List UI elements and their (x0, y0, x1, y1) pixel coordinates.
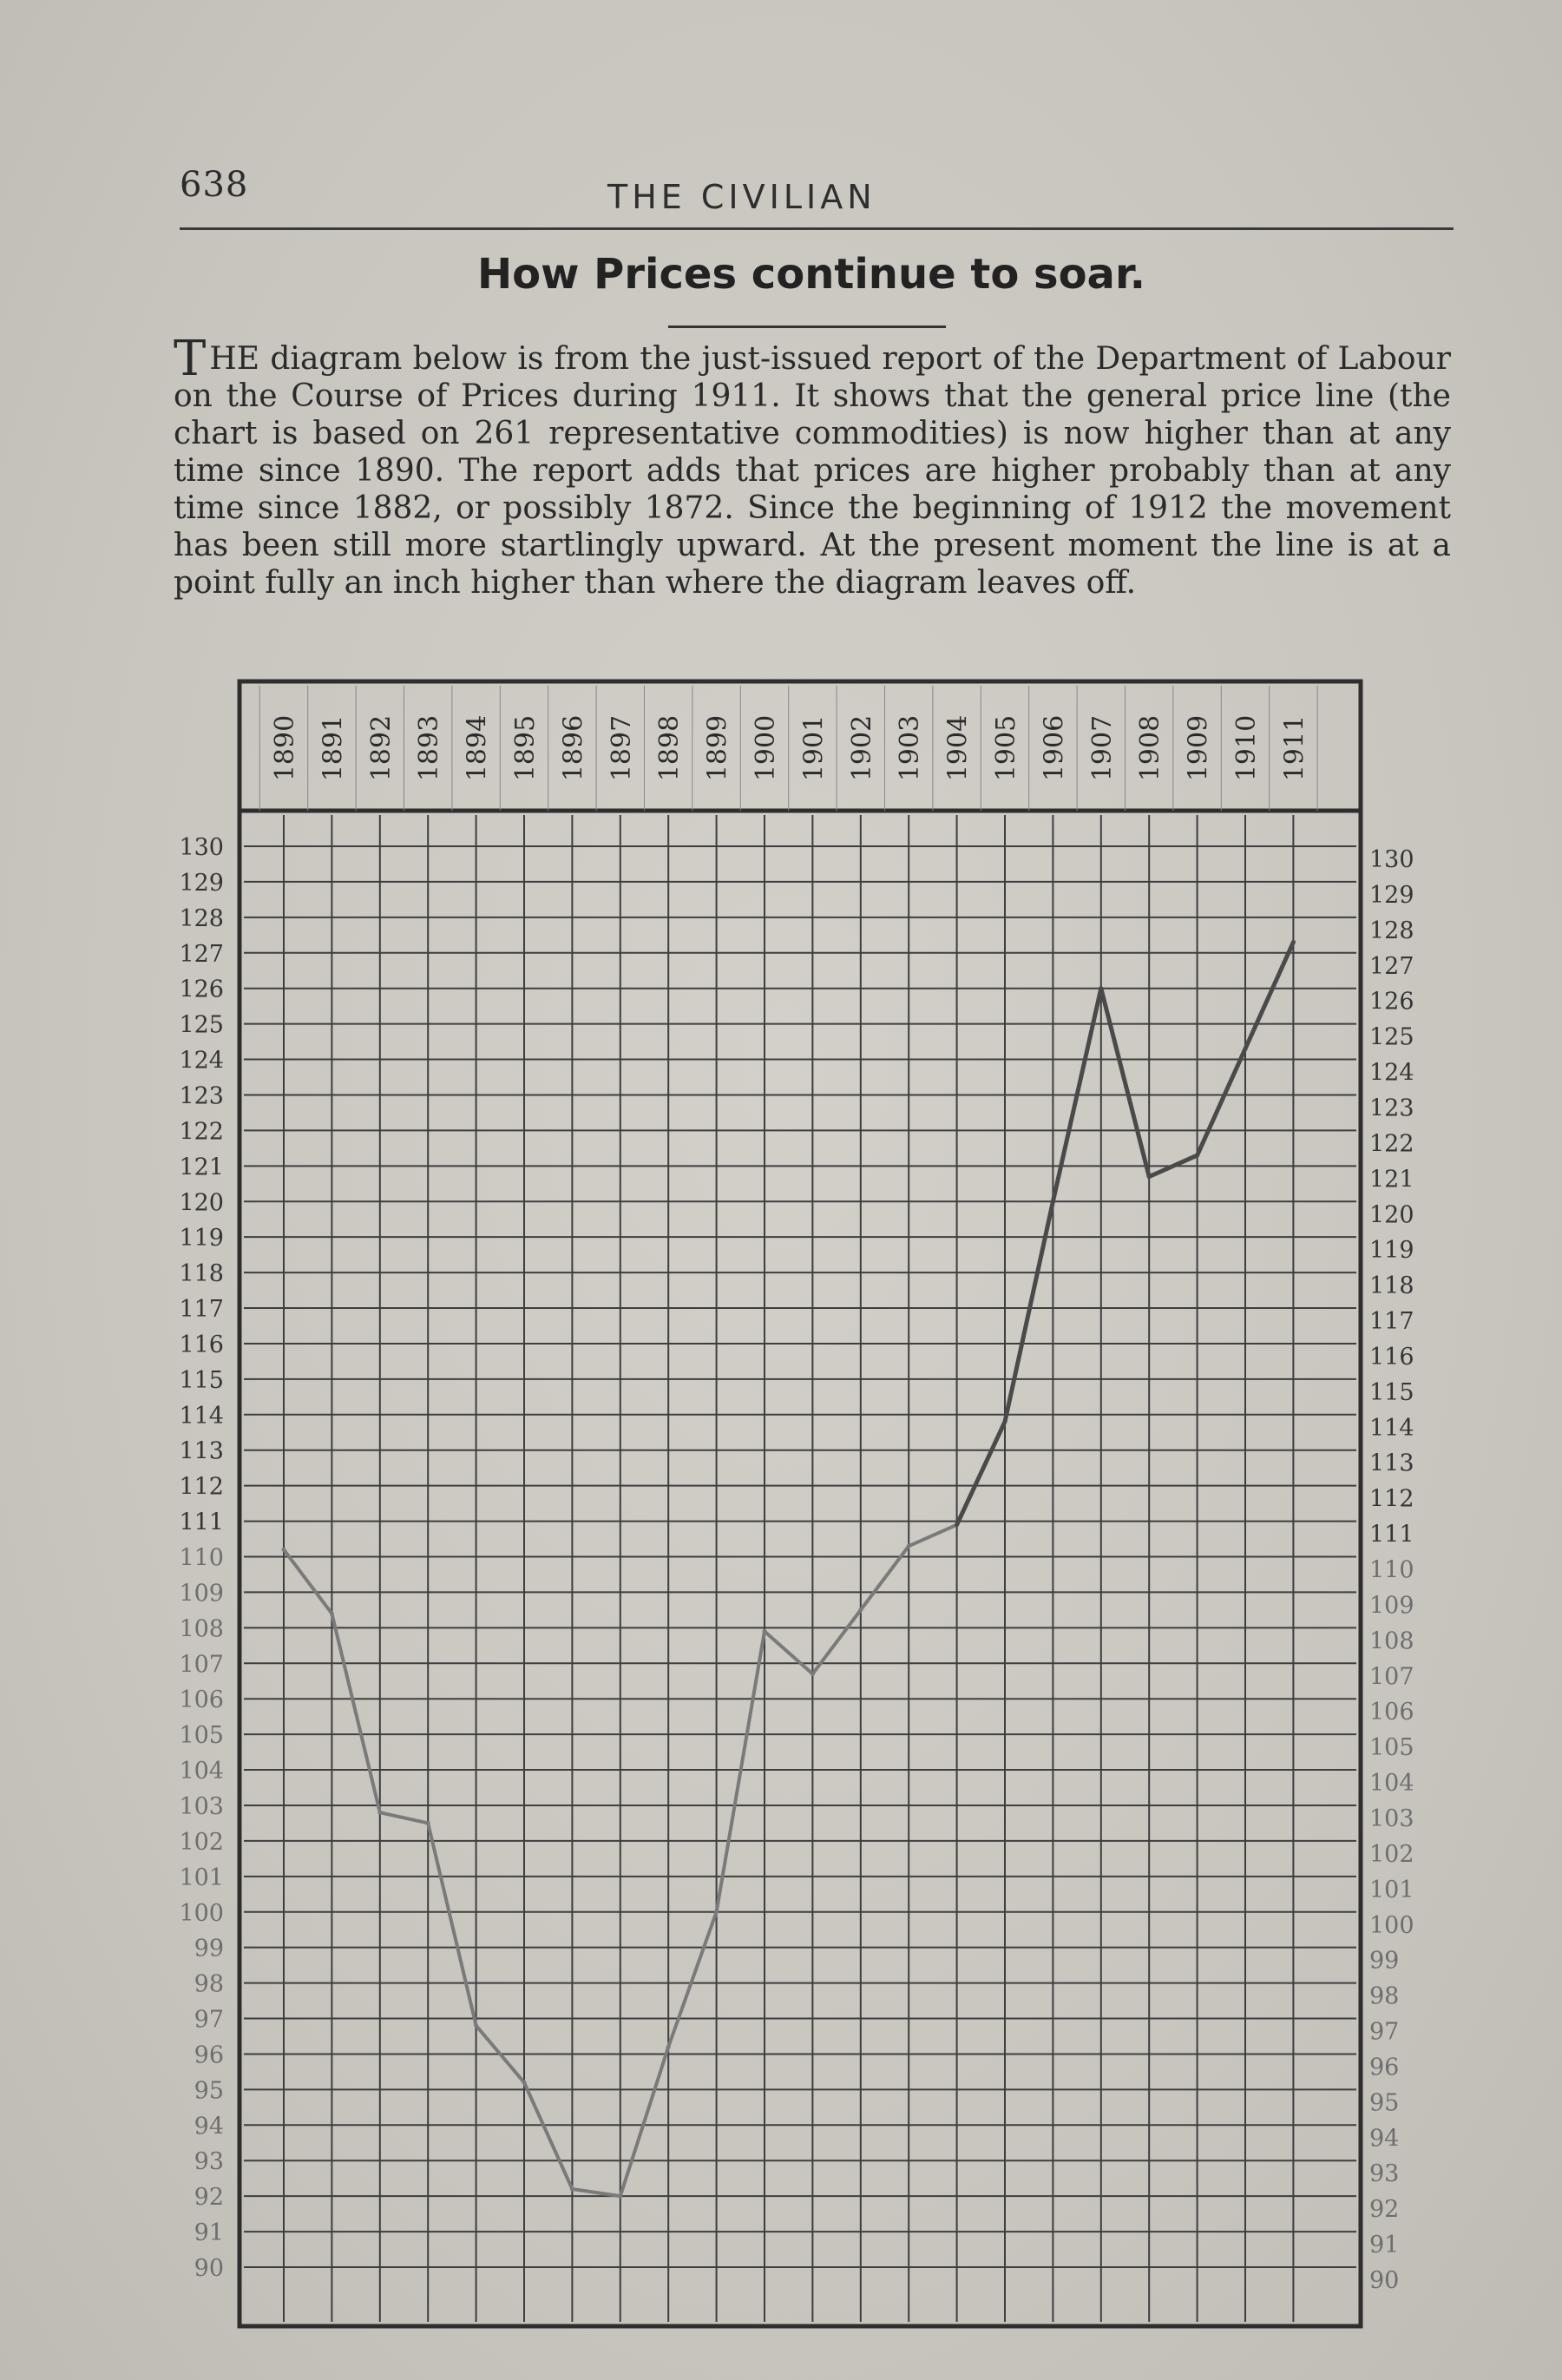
y-tick-label-left: 96 (194, 2041, 224, 2069)
data-point (282, 1548, 286, 1552)
year-tick-label: 1892 (365, 714, 397, 782)
y-tick-label-left: 99 (194, 1935, 224, 1963)
y-tick-label-right: 128 (1369, 917, 1414, 944)
price-series (282, 940, 1296, 2199)
y-tick-label-right: 92 (1369, 2196, 1400, 2224)
series-segment (331, 1614, 379, 1812)
y-tick-label-right: 98 (1369, 1982, 1400, 2010)
y-tick-label-right: 105 (1369, 1734, 1414, 1762)
data-point (666, 2045, 671, 2049)
y-tick-label-left: 130 (179, 834, 224, 861)
y-tick-label-left: 108 (179, 1615, 224, 1643)
y-tick-label-left: 121 (179, 1154, 224, 1181)
data-point (618, 2194, 622, 2199)
y-tick-label-left: 92 (194, 2184, 224, 2212)
article-headline: How Prices continue to soar. (476, 250, 1146, 299)
data-point (1147, 1174, 1152, 1179)
y-tick-label-right: 100 (1369, 1911, 1414, 1939)
series-segment (812, 1610, 860, 1674)
y-tick-label-right: 102 (1369, 1840, 1414, 1868)
series-segment (284, 1549, 331, 1614)
y-tick-label-left: 109 (179, 1580, 224, 1607)
y-tick-label-right: 93 (1369, 2160, 1400, 2188)
data-point (474, 2023, 478, 2028)
page-number: 638 (180, 165, 249, 205)
year-labels (270, 715, 1309, 781)
y-tick-label-left: 95 (194, 2077, 224, 2105)
y-tick-label-left: 127 (179, 940, 224, 968)
series-segment (1245, 942, 1293, 1049)
y-tick-label-left: 126 (179, 976, 224, 1003)
year-tick-label: 1891 (318, 714, 349, 782)
series-segment (717, 1631, 765, 1911)
y-tick-label-right: 114 (1369, 1414, 1414, 1442)
y-tick-label-left: 116 (179, 1331, 224, 1358)
data-point (811, 1672, 815, 1676)
y-tick-labels-right (1369, 846, 1414, 2294)
year-tick-label: 1911 (1279, 714, 1310, 782)
year-tick-label: 1909 (1183, 714, 1214, 782)
y-tick-label-left: 123 (179, 1082, 224, 1110)
y-tick-label-left: 122 (179, 1118, 224, 1146)
series-segment (1198, 1049, 1245, 1155)
drop-cap: T (174, 331, 207, 387)
y-tick-label-right: 122 (1369, 1130, 1414, 1158)
data-point (426, 1821, 430, 1825)
series-segment (909, 1525, 956, 1547)
year-tick-label: 1903 (895, 714, 926, 782)
series-segment (524, 2082, 572, 2189)
y-tick-label-right: 125 (1369, 1023, 1414, 1051)
year-tick-label: 1910 (1231, 714, 1262, 782)
data-point (1099, 986, 1103, 990)
y-tick-label-left: 104 (179, 1758, 224, 1785)
y-tick-label-left: 115 (179, 1366, 224, 1394)
data-point (522, 2081, 527, 2085)
data-point (1291, 940, 1296, 944)
chart-frame (240, 681, 1361, 2326)
data-point (1051, 1200, 1055, 1204)
year-tick-label: 1906 (1039, 714, 1070, 782)
y-tick-label-left: 125 (179, 1011, 224, 1039)
y-tick-label-right: 94 (1369, 2125, 1400, 2153)
year-tick-label: 1900 (751, 714, 781, 782)
data-point (330, 1611, 334, 1615)
y-tick-label-left: 91 (194, 2219, 224, 2247)
year-tick-label: 1894 (462, 714, 493, 782)
year-tick-label: 1901 (798, 714, 830, 782)
series-segment (1101, 989, 1149, 1177)
y-tick-label-right: 117 (1369, 1308, 1414, 1336)
y-tick-label-right: 113 (1369, 1450, 1414, 1477)
year-tick-label: 1898 (654, 714, 686, 782)
y-tick-label-right: 118 (1369, 1272, 1414, 1300)
year-tick-label: 1902 (846, 714, 877, 782)
y-tick-label-right: 124 (1369, 1059, 1414, 1087)
y-tick-label-right: 130 (1369, 846, 1414, 873)
year-tick-label: 1890 (270, 714, 300, 782)
y-tick-label-left: 105 (179, 1722, 224, 1750)
data-point (570, 2186, 574, 2191)
y-tick-label-right: 112 (1369, 1485, 1414, 1513)
y-tick-label-left: 110 (179, 1544, 224, 1572)
y-tick-label-left: 120 (179, 1189, 224, 1217)
y-tick-label-left: 90 (194, 2255, 224, 2282)
y-tick-label-left: 98 (194, 1970, 224, 1998)
series-segment (1005, 1201, 1053, 1422)
y-tick-label-left: 111 (179, 1509, 224, 1536)
year-tick-label: 1908 (1135, 714, 1166, 782)
y-tick-label-left: 114 (179, 1402, 224, 1430)
data-point (955, 1522, 959, 1527)
y-tick-label-right: 104 (1369, 1770, 1414, 1798)
data-point (1195, 1154, 1199, 1158)
year-tick-label: 1896 (558, 714, 589, 782)
year-tick-label: 1895 (510, 714, 541, 782)
y-tick-label-right: 101 (1369, 1876, 1414, 1903)
y-tick-label-right: 90 (1369, 2267, 1400, 2294)
series-segment (861, 1546, 909, 1610)
y-tick-label-left: 102 (179, 1828, 224, 1856)
data-point (1244, 1047, 1248, 1051)
y-tick-label-right: 115 (1369, 1378, 1414, 1406)
year-tick-label: 1905 (991, 714, 1021, 782)
year-tick-label: 1904 (942, 714, 974, 782)
y-tick-label-right: 95 (1369, 2089, 1400, 2117)
series-segment (668, 1912, 716, 2048)
y-tick-label-right: 126 (1369, 988, 1414, 1016)
y-tick-label-left: 101 (179, 1864, 224, 1891)
data-point (763, 1629, 767, 1634)
y-tick-label-right: 119 (1369, 1237, 1414, 1265)
y-tick-label-right: 127 (1369, 952, 1414, 980)
y-tick-label-left: 128 (179, 904, 224, 932)
y-tick-label-right: 121 (1369, 1166, 1414, 1193)
y-tick-label-left: 100 (179, 1899, 224, 1927)
series-segment (620, 2047, 668, 2196)
series-segment (380, 1812, 428, 1823)
series-segment (765, 1631, 812, 1673)
y-tick-label-right: 111 (1369, 1521, 1414, 1548)
y-tick-label-right: 91 (1369, 2232, 1400, 2259)
y-tick-label-right: 96 (1369, 2054, 1400, 2081)
year-tick-label: 1907 (1086, 714, 1118, 782)
grid-lines (244, 686, 1356, 2322)
year-tick-label: 1899 (702, 714, 733, 782)
y-tick-label-right: 110 (1369, 1556, 1414, 1584)
y-tick-label-right: 109 (1369, 1592, 1414, 1620)
y-tick-label-left: 106 (179, 1686, 224, 1714)
series-segment (428, 1823, 476, 2025)
year-tick-label: 1893 (414, 714, 445, 782)
y-tick-label-left: 118 (179, 1260, 224, 1288)
y-tick-label-right: 106 (1369, 1699, 1414, 1726)
y-tick-label-left: 97 (194, 2006, 224, 2034)
y-tick-labels-left (179, 834, 224, 2282)
y-tick-label-right: 129 (1369, 881, 1414, 909)
data-point (858, 1607, 863, 1612)
year-tick-label: 1897 (606, 714, 637, 782)
y-tick-label-right: 97 (1369, 2018, 1400, 2046)
y-tick-label-left: 129 (179, 869, 224, 897)
data-point (714, 1910, 719, 1914)
y-tick-label-left: 93 (194, 2148, 224, 2176)
y-tick-label-left: 107 (179, 1651, 224, 1679)
data-point (377, 1811, 382, 1815)
series-segment (572, 2189, 620, 2196)
data-point (1003, 1419, 1007, 1423)
y-tick-label-left: 119 (179, 1225, 224, 1252)
y-tick-label-right: 116 (1369, 1343, 1414, 1371)
y-tick-label-right: 120 (1369, 1201, 1414, 1229)
running-title: THE CIVILIAN (607, 178, 876, 216)
y-tick-label-right: 99 (1369, 1947, 1400, 1975)
y-tick-label-left: 112 (179, 1473, 224, 1501)
y-tick-label-right: 123 (1369, 1095, 1414, 1122)
y-tick-label-left: 94 (194, 2113, 224, 2140)
article-body-text: HE diagram below is from the just-issued report of the Department of Labour on the Course of Prices during 1911. It shows that the general price line (the chart is based on 261 representative commodities) is now higher than at any time since 1890. The report adds that prices are higher probably than at any time since 1882, or possibly 1872. Since the beginning of 1912 the movement has been still more startlingly upward. At the present moment the line is at a point fully an inch higher than where the diagram leaves off. (174, 341, 1451, 601)
y-tick-label-left: 124 (179, 1047, 224, 1075)
series-segment (957, 1422, 1005, 1525)
data-point (907, 1544, 911, 1548)
y-tick-label-left: 117 (179, 1296, 224, 1324)
y-tick-label-left: 113 (179, 1437, 224, 1465)
y-tick-label-right: 107 (1369, 1663, 1414, 1691)
y-tick-label-right: 103 (1369, 1805, 1414, 1832)
y-tick-label-left: 103 (179, 1792, 224, 1820)
y-tick-label-right: 108 (1369, 1627, 1414, 1655)
